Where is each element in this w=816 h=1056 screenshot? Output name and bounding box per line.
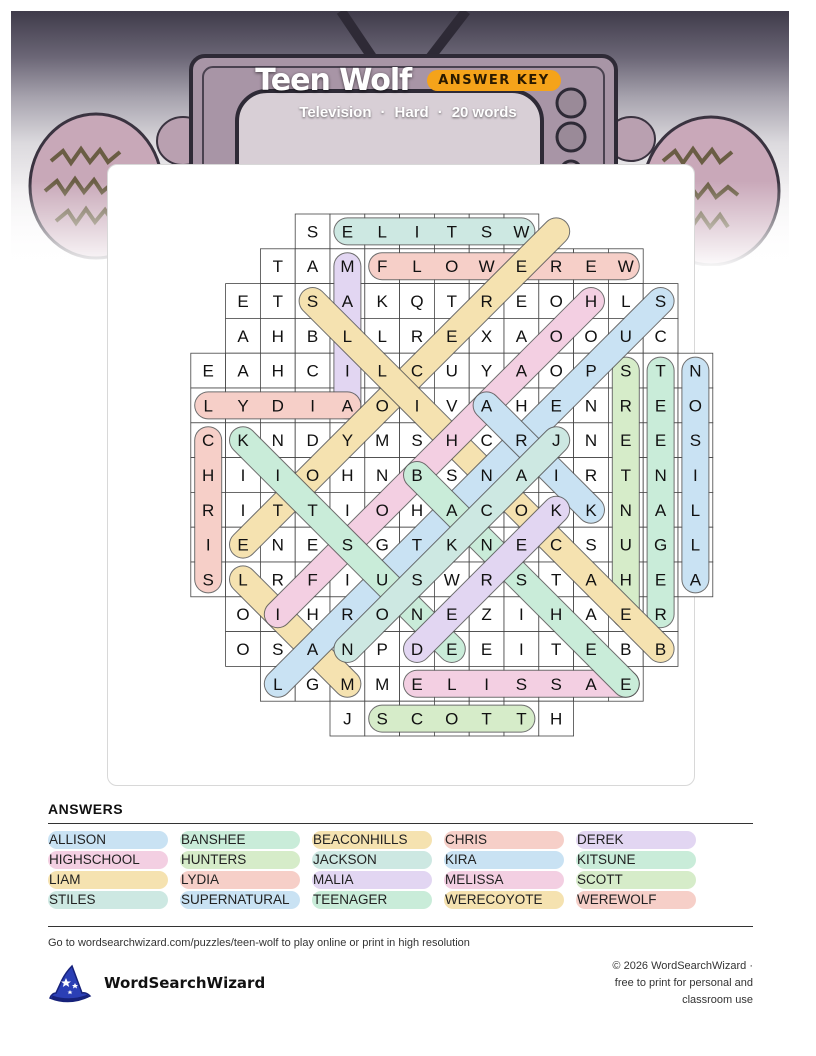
grid-letter: T	[411, 535, 423, 555]
answer-word: SCOTT	[576, 871, 696, 889]
grid-letter: T	[272, 292, 283, 311]
answer-word: WERECOYOTE	[444, 891, 564, 909]
grid-letter: C	[410, 709, 424, 729]
grid-letter: I	[693, 466, 698, 485]
grid-letter: O	[375, 500, 389, 520]
grid-letter: E	[654, 570, 667, 590]
grid-letter: A	[446, 500, 458, 520]
grid-letter: I	[240, 500, 246, 520]
grid-letter: B	[654, 640, 667, 659]
grid-letter: S	[654, 292, 667, 311]
grid-letter: H	[550, 709, 563, 729]
grid-letter: W	[478, 257, 495, 277]
grid-letter: H	[550, 605, 563, 625]
grid-letter: E	[620, 674, 632, 694]
grid-letter: C	[202, 431, 215, 451]
grid-letter: N	[271, 535, 284, 555]
grid-letter: U	[445, 361, 458, 381]
grid-letter: N	[584, 396, 598, 416]
grid-letter: G	[653, 535, 668, 555]
grid-letter: E	[515, 535, 528, 555]
grid-letter: S	[515, 570, 528, 590]
grid-letter: L	[447, 674, 457, 694]
separator: ·	[437, 104, 443, 121]
grid-letter: M	[375, 431, 390, 451]
grid-letter: S	[515, 674, 528, 694]
grid-letter: A	[515, 466, 528, 485]
grid-letter: H	[341, 466, 354, 485]
grid-letter: S	[376, 709, 388, 729]
grid-letter: W	[513, 222, 530, 242]
grid-letter: E	[550, 396, 562, 416]
grid-letter: K	[446, 535, 458, 555]
grid-letter: S	[341, 535, 354, 555]
grid-letter: T	[272, 500, 283, 520]
answer-word: SUPERNATURAL	[180, 891, 300, 909]
grid-letter: N	[271, 431, 284, 451]
grid-letter: T	[481, 709, 492, 729]
grid-letter: O	[236, 605, 250, 625]
grid-letter: N	[689, 361, 702, 381]
grid-letter: A	[480, 396, 493, 416]
grid-letter: H	[584, 292, 598, 311]
grid-letter: S	[550, 674, 562, 694]
grid-letter: C	[306, 361, 319, 381]
grid-letter: E	[585, 640, 597, 659]
grid-letter: M	[340, 257, 355, 277]
grid-letter: R	[584, 466, 598, 485]
grid-letter: N	[410, 605, 424, 625]
answer-word: BANSHEE	[180, 831, 300, 849]
answer-word: KITSUNE	[576, 851, 696, 869]
answer-word: WEREWOLF	[576, 891, 696, 909]
grid-letter: A	[306, 257, 319, 277]
grid-letter: X	[480, 326, 493, 346]
difficulty-label: Hard	[394, 104, 429, 121]
grid-letter: E	[306, 535, 319, 555]
grid-letter: S	[446, 466, 458, 485]
grid-letter: N	[619, 500, 632, 520]
play-online-link[interactable]: Go to wordsearchwizard.com/puzzles/teen-wolf to play online or print in high resolution	[48, 937, 470, 949]
grid-letter: H	[410, 500, 424, 520]
grid-letter: I	[519, 640, 524, 659]
grid-letter: H	[271, 361, 284, 381]
grid-letter: C	[480, 500, 493, 520]
grid-letter: K	[550, 500, 562, 520]
grid-letter: T	[272, 257, 283, 277]
category-label: Television	[299, 104, 372, 121]
grid-letter: D	[271, 396, 284, 416]
grid-letter: R	[271, 570, 284, 590]
grid-letter: C	[480, 431, 493, 451]
answer-word: CHRIS	[444, 831, 564, 849]
grid-letter: A	[306, 640, 319, 659]
grid-letter: B	[411, 466, 423, 485]
grid-letter: I	[414, 396, 420, 416]
grid-letter: E	[480, 640, 493, 659]
grid-letter: I	[345, 361, 350, 381]
grid-letter: M	[340, 674, 355, 694]
grid-letter: M	[375, 674, 390, 694]
grid-letter: A	[585, 674, 597, 694]
answer-word: ALLISON	[48, 831, 168, 849]
grid-letter: A	[341, 396, 354, 416]
grid-letter: S	[689, 431, 702, 451]
grid-letter: O	[445, 709, 459, 729]
grid-letter: A	[515, 326, 528, 346]
grid-letter: I	[310, 396, 315, 416]
grid-letter: L	[238, 570, 248, 590]
grid-letter: S	[272, 640, 284, 659]
grid-letter: E	[654, 396, 667, 416]
answer-word: HIGHSCHOOL	[48, 851, 168, 869]
grid-letter: E	[654, 431, 667, 451]
grid-letter: N	[341, 640, 354, 659]
grid-letter: L	[377, 361, 387, 381]
grid-letter: S	[411, 570, 423, 590]
grid-letter: L	[377, 222, 387, 242]
page-title: Teen Wolf	[255, 62, 412, 98]
grid-letter: E	[446, 326, 458, 346]
grid-letter: R	[341, 605, 354, 625]
grid-letter: A	[237, 361, 249, 381]
grid-letter: R	[654, 605, 667, 625]
grid-letter: U	[619, 535, 632, 555]
word-count-label: 20 words	[451, 104, 517, 121]
grid-letter: G	[305, 674, 320, 694]
grid-letter: L	[377, 326, 387, 346]
grid-letter: A	[585, 605, 597, 625]
answer-word: BEACONHILLS	[312, 831, 432, 849]
grid-letter: C	[410, 361, 424, 381]
grid-letter: Z	[481, 605, 492, 625]
grid-letter: I	[205, 535, 211, 555]
grid-letter: R	[480, 292, 493, 311]
grid-letter: Y	[480, 361, 493, 381]
answer-word: STILES	[48, 891, 168, 909]
grid-letter: R	[619, 396, 632, 416]
grid-letter: Y	[341, 431, 354, 451]
grid-letter: W	[443, 570, 460, 590]
grid-letter: L	[342, 326, 353, 346]
grid-letter: N	[480, 466, 493, 485]
grid-letter: R	[202, 500, 215, 520]
grid-letter: J	[551, 431, 561, 451]
answer-key-badge: ANSWER KEY	[427, 70, 560, 91]
grid-letter: F	[377, 257, 388, 277]
grid-letter: T	[446, 292, 457, 311]
grid-letter: N	[376, 466, 389, 485]
grid-letter: S	[620, 361, 632, 381]
answer-list	[48, 831, 753, 909]
grid-letter: E	[620, 605, 632, 625]
copyright-line: © 2026 WordSearchWizard ·	[612, 960, 753, 972]
grid-letter: I	[414, 222, 420, 242]
answer-word: TEENAGER	[312, 891, 432, 909]
grid-letter: N	[654, 466, 667, 485]
wizard-hat-icon	[46, 962, 94, 1004]
grid-letter: D	[410, 640, 424, 659]
grid-letter: U	[376, 570, 389, 590]
grid-letter: S	[480, 222, 493, 242]
grid-letter: G	[375, 535, 389, 555]
grid-letter: H	[306, 605, 319, 625]
copyright-line: classroom use	[682, 994, 753, 1006]
grid-letter: S	[585, 535, 597, 555]
grid-letter: L	[412, 257, 422, 277]
grid-letter: I	[345, 570, 350, 590]
grid-letter: H	[271, 326, 284, 346]
grid-letter: I	[275, 466, 281, 485]
grid-letter: O	[549, 292, 563, 311]
answer-word: LIAM	[48, 871, 168, 889]
grid-letter: T	[516, 709, 527, 729]
grid-letter: A	[341, 292, 354, 311]
grid-letter: R	[410, 326, 424, 346]
grid-letter: K	[585, 500, 597, 520]
grid-letter: E	[585, 257, 597, 277]
grid-letter: S	[202, 570, 214, 590]
grid-letter: O	[514, 500, 529, 520]
grid-letter: N	[480, 535, 493, 555]
grid-letter: P	[585, 361, 597, 381]
grid-letter: E	[411, 674, 423, 694]
grid-letter: I	[484, 674, 489, 694]
answer-word: HUNTERS	[180, 851, 300, 869]
answer-word: LYDIA	[180, 871, 300, 889]
grid-letter: C	[550, 535, 563, 555]
grid-letter: S	[306, 222, 319, 242]
grid-letter: R	[515, 431, 528, 451]
grid-letter: R	[480, 570, 493, 590]
divider	[48, 926, 753, 927]
grid-letter: L	[690, 535, 701, 555]
grid-letter: I	[345, 500, 350, 520]
grid-letter: E	[446, 605, 458, 625]
grid-letter: Y	[237, 396, 249, 416]
grid-letter: O	[375, 396, 389, 416]
grid-letter: H	[619, 570, 632, 590]
brand-name[interactable]: WordSearchWizard	[104, 974, 266, 992]
grid-letter: K	[376, 292, 388, 311]
grid-letter: E	[341, 222, 354, 242]
grid-letter: H	[202, 466, 215, 485]
grid-letter: H	[445, 431, 458, 451]
grid-letter: L	[203, 396, 213, 416]
grid-letter: F	[307, 570, 318, 590]
grid-letter: K	[237, 431, 249, 451]
grid-letter: C	[654, 326, 667, 346]
grid-letter: D	[306, 431, 319, 451]
grid-letter: T	[620, 466, 631, 485]
grid-letter: S	[411, 431, 423, 451]
grid-letter: I	[275, 605, 281, 625]
grid-letter: O	[236, 640, 250, 659]
grid-letter: L	[690, 500, 701, 520]
grid-letter: R	[550, 257, 563, 277]
grid-letter: P	[376, 640, 388, 659]
grid-letter: T	[307, 500, 318, 520]
grid-letter: E	[237, 292, 249, 311]
grid-letter: H	[515, 396, 528, 416]
grid-letter: O	[445, 257, 459, 277]
copyright	[553, 958, 753, 1009]
grid-letter: T	[551, 570, 562, 590]
grid-letter: E	[515, 257, 528, 277]
separator: ·	[380, 104, 386, 121]
divider	[48, 823, 753, 824]
grid-letter: B	[306, 326, 319, 346]
grid-letter: E	[446, 640, 458, 659]
grid-letter: E	[515, 292, 528, 311]
grid-letter: V	[446, 396, 458, 416]
grid-letter: T	[655, 361, 666, 381]
grid-letter: T	[551, 640, 562, 659]
grid-letter: O	[688, 396, 703, 416]
grid-letter: U	[619, 326, 632, 346]
grid-letter: E	[202, 361, 214, 381]
grid-letter: N	[584, 431, 598, 451]
grid-letter: I	[240, 466, 246, 485]
grid-letter: A	[654, 500, 667, 520]
answer-word: KIRA	[444, 851, 564, 869]
grid-letter: O	[584, 326, 598, 346]
copyright-line: free to print for personal and	[614, 977, 753, 989]
grid-letter: O	[305, 466, 320, 485]
grid-letter: A	[515, 361, 528, 381]
grid-letter: J	[343, 709, 352, 729]
grid-letter: A	[585, 570, 597, 590]
answers-heading: ANSWERS	[48, 801, 124, 817]
grid-letter: O	[549, 326, 563, 346]
grid-letter: L	[273, 674, 283, 694]
answer-word: MALIA	[312, 871, 432, 889]
grid-letter: B	[620, 640, 632, 659]
grid-letter: Q	[410, 292, 424, 311]
grid-letter: I	[553, 466, 559, 485]
grid-letter: S	[306, 292, 319, 311]
grid-letter: A	[689, 570, 702, 590]
grid-letter: O	[549, 361, 563, 381]
answer-word: DEREK	[576, 831, 696, 849]
grid-letter: T	[446, 222, 457, 242]
grid-letter: L	[621, 292, 631, 311]
grid-letter: I	[519, 605, 524, 625]
grid-letter: E	[237, 535, 249, 555]
grid-letter: A	[237, 326, 249, 346]
grid-letter: W	[617, 257, 634, 277]
answer-word: JACKSON	[312, 851, 432, 869]
answer-word: MELISSA	[444, 871, 564, 889]
grid-letter: E	[620, 431, 632, 451]
grid-letter: O	[375, 605, 389, 625]
